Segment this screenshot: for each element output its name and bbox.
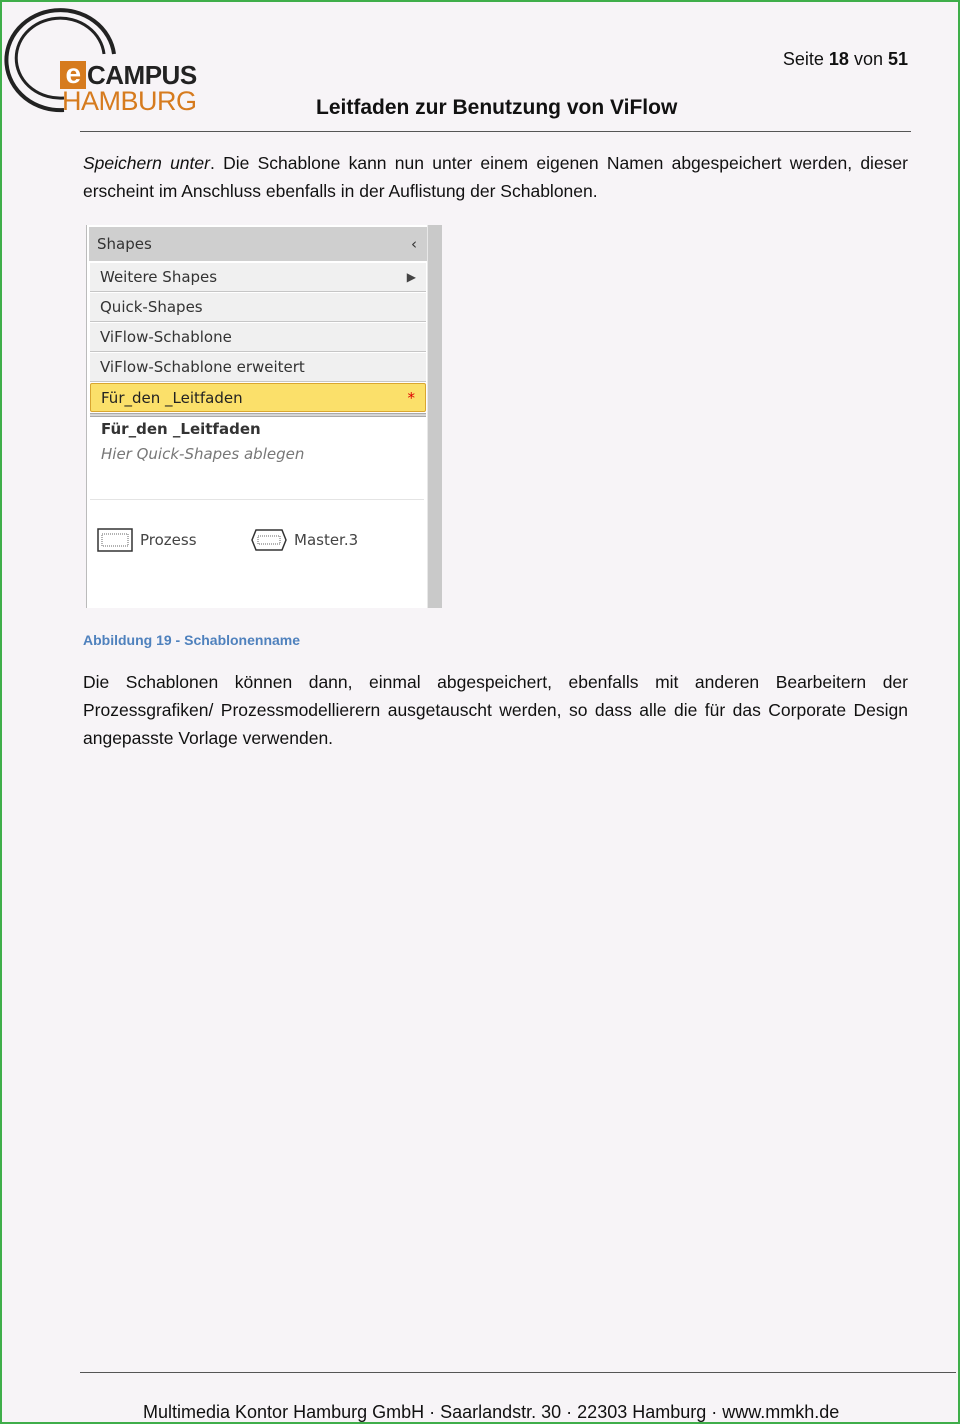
header-rule [80,131,911,132]
chevron-right-icon: ▶ [406,270,416,284]
menu-item-viflow-schablone[interactable] [90,323,426,352]
stencil-divider [90,499,424,500]
intro-paragraph [83,149,908,205]
intro-italic-lead: Speichern unter [83,153,210,173]
shape-label: Master.3 [294,531,359,549]
panel-scrollbar[interactable] [427,225,442,608]
footer-address: Multimedia Kontor Hamburg GmbH · Saarlandstr. 30 · 22303 Hamburg · www.mmkh.de [143,1402,840,1422]
master-shape-icon [251,528,287,552]
chevron-left-icon[interactable]: ‹ [411,235,417,253]
stencil-hint: Hier Quick-Shapes ablegen [101,445,305,463]
shapes-panel-screenshot [86,225,442,608]
shapes-panel-header[interactable] [89,227,427,261]
menu-item-label: ViFlow-Schablone erweitert [100,358,305,376]
page-mid: von [848,49,888,69]
logo-hamburg-text: HAMBURG [62,86,197,116]
footer-rule [80,1372,956,1373]
menu-item-label: Weitere Shapes [100,268,218,286]
menu-item-label: Für_den _Leitfaden [101,389,243,407]
stencil-name: Für_den _Leitfaden [101,420,261,438]
menu-item-weitere-shapes[interactable] [90,263,426,292]
intro-text: . Die Schablone kann nun unter einem eigenen Namen abgespeichert werden, dieser erscheint im Anschluss ebenfalls in der Auflistung der Schablonen. [83,153,908,201]
page-current: 18 [828,49,849,69]
page-prefix: Seite [782,49,829,69]
shape-label: Prozess [140,531,197,549]
shape-master-3[interactable] [251,527,358,553]
unsaved-asterisk-icon: * [407,389,415,407]
page-total: 51 [887,49,908,69]
logo-e-mark: e [60,61,86,89]
figure-caption: Abbildung 19 - Schablonenname [83,632,301,648]
menu-item-label: ViFlow-Schablone [100,328,232,346]
panel-splitter[interactable] [90,413,426,417]
menu-item-quick-shapes[interactable] [90,293,426,322]
menu-item-viflow-schablone-erweitert[interactable] [90,353,426,382]
body-paragraph: Die Schablonen können dann, einmal abgespeichert, ebenfalls mit anderen Bearbeitern der Prozessgrafiken/ Prozessmodellierern ausgetauscht werden, so dass alle die für das Corporate Design angepasste Vorlage verwenden. [83,672,908,748]
shapes-panel-title: Shapes [97,235,152,253]
logo-campus-text: CAMPUS [87,59,197,90]
document-title: Leitfaden zur Benutzung von ViFlow [316,96,678,119]
page-counter [783,49,908,70]
process-shape-icon [97,528,133,552]
ecampus-logo [4,2,214,114]
menu-item-label: Quick-Shapes [100,298,203,316]
menu-item-fuer-den-leitfaden[interactable] [90,383,426,412]
shape-prozess[interactable] [97,527,197,553]
